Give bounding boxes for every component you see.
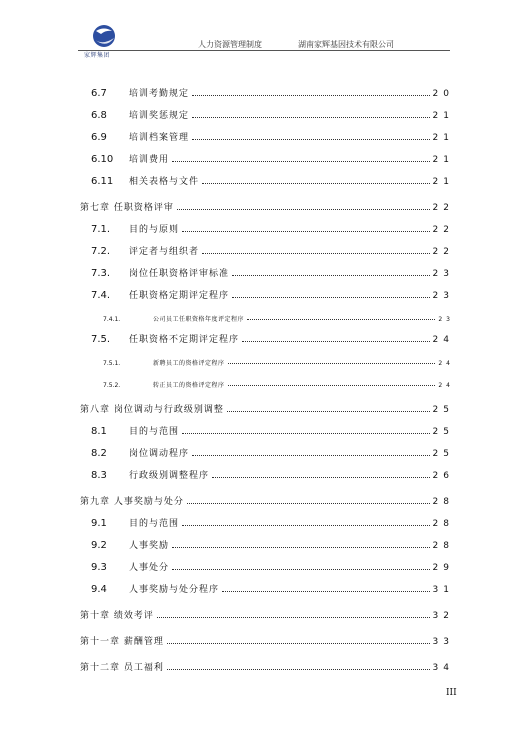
header-divider xyxy=(78,50,450,51)
toc-entry-page: 32 xyxy=(432,611,454,621)
dot-leader xyxy=(232,274,430,276)
toc-entry-number: 9.4 xyxy=(91,584,107,595)
toc-entry[interactable] xyxy=(80,285,454,301)
toc-entry-page: 28 xyxy=(432,519,454,529)
toc-entry-title: 培训考勤规定 xyxy=(129,89,190,99)
toc-entry-title: 第十二章 员工福利 xyxy=(80,663,164,673)
toc-entry-page: 24 xyxy=(438,382,454,389)
toc-entry-page: 29 xyxy=(432,563,454,573)
toc-entry-page: 24 xyxy=(438,360,454,367)
dot-leader xyxy=(157,616,430,618)
toc-entry[interactable] xyxy=(80,241,454,257)
toc-entry-number: 7.2. xyxy=(91,246,111,257)
toc-entry-title: 转正员工的资格评定程序 xyxy=(153,382,225,389)
dot-leader xyxy=(228,362,436,364)
toc-entry[interactable] xyxy=(80,171,454,187)
dot-leader xyxy=(232,296,430,298)
logo-text: 家辉集团 xyxy=(84,52,111,59)
dot-leader xyxy=(247,318,435,320)
toc-entry-title: 评定者与组织者 xyxy=(129,247,200,257)
dot-leader xyxy=(182,230,430,232)
toc-entry-title: 培训档案管理 xyxy=(129,133,190,143)
toc-entry[interactable] xyxy=(80,491,454,507)
toc-entry-page: 24 xyxy=(432,335,454,345)
toc-entry-title: 人事奖励 xyxy=(129,541,170,551)
toc-entry[interactable] xyxy=(80,421,454,437)
toc-entry-number: 9.2 xyxy=(91,540,107,551)
dot-leader xyxy=(172,568,430,570)
toc-entry-page: 25 xyxy=(432,449,454,459)
toc-entry[interactable] xyxy=(80,263,454,279)
toc-entry-page: 28 xyxy=(432,541,454,551)
dot-leader xyxy=(187,502,430,504)
toc-entry[interactable] xyxy=(80,465,454,481)
toc-entry-title: 人事处分 xyxy=(129,563,170,573)
toc-entry-title: 人事奖励与处分程序 xyxy=(129,585,220,595)
toc-entry-number: 6.9 xyxy=(91,132,107,143)
header-doc-title: 人力资源管理制度 xyxy=(198,40,262,49)
toc-entry-title: 第八章 岗位调动与行政级别调整 xyxy=(80,405,224,415)
toc-entry-title: 第十章 绩效考评 xyxy=(80,611,154,621)
toc-entry-number: 6.10 xyxy=(91,154,114,165)
dot-leader xyxy=(192,94,430,96)
toc-entry[interactable] xyxy=(80,149,454,165)
toc-entry-title: 目的与范围 xyxy=(129,427,180,437)
toc-entry-number: 7.4. xyxy=(91,290,111,301)
toc-entry-number: 7.5.1. xyxy=(103,360,121,367)
toc-entry-number: 6.8 xyxy=(91,110,107,121)
toc-entry[interactable] xyxy=(80,399,454,415)
toc-entry[interactable] xyxy=(80,83,454,99)
toc-entry-page: 22 xyxy=(432,203,454,213)
dot-leader xyxy=(172,160,430,162)
toc-entry-title: 岗位调动程序 xyxy=(129,449,190,459)
toc-entry-page: 25 xyxy=(432,427,454,437)
toc-entry[interactable] xyxy=(80,579,454,595)
toc-entry-title: 目的与原则 xyxy=(129,225,180,235)
toc-entry-page: 22 xyxy=(432,247,454,257)
toc-entry-title: 行政级别调整程序 xyxy=(129,471,210,481)
dot-leader xyxy=(228,384,436,386)
toc-entry[interactable] xyxy=(80,535,454,551)
toc-entry-title: 目的与范围 xyxy=(129,519,180,529)
toc-entry[interactable] xyxy=(80,557,454,573)
toc-entry-title: 任职资格定期评定程序 xyxy=(129,291,230,301)
dot-leader xyxy=(212,476,430,478)
header-company-name: 湖南家辉基因技术有限公司 xyxy=(298,40,394,49)
toc-entry[interactable] xyxy=(80,351,454,367)
dot-leader xyxy=(192,454,430,456)
toc-entry-title: 第七章 任职资格评审 xyxy=(80,203,174,213)
toc-entry[interactable] xyxy=(80,631,454,647)
toc-entry-number: 9.3 xyxy=(91,562,107,573)
toc-entry[interactable] xyxy=(80,329,454,345)
dot-leader xyxy=(182,524,430,526)
toc-entry-title: 第十一章 薪酬管理 xyxy=(80,637,164,647)
toc-entry-page: 26 xyxy=(432,471,454,481)
toc-entry-page: 33 xyxy=(432,637,454,647)
dot-leader xyxy=(222,590,430,592)
toc-entry-title: 相关表格与文件 xyxy=(129,177,200,187)
dot-leader xyxy=(167,642,430,644)
dot-leader xyxy=(182,432,430,434)
toc-entry-page: 34 xyxy=(432,663,454,673)
dot-leader xyxy=(192,116,430,118)
toc-entry-page: 21 xyxy=(432,133,454,143)
toc-entry-page: 22 xyxy=(432,225,454,235)
toc-entry-page: 23 xyxy=(432,291,454,301)
toc-entry[interactable] xyxy=(80,443,454,459)
toc-entry-page: 25 xyxy=(432,405,454,415)
toc-entry[interactable] xyxy=(80,373,454,389)
footer-page-number: III xyxy=(446,688,457,698)
dot-leader xyxy=(227,410,430,412)
toc-entry-title: 新聘员工的资格评定程序 xyxy=(153,360,225,367)
toc-entry-page: 23 xyxy=(432,269,454,279)
toc-entry-number: 7.4.1. xyxy=(103,316,121,323)
toc-entry-page: 28 xyxy=(432,497,454,507)
toc-entry-number: 6.11 xyxy=(91,176,114,187)
toc-entry[interactable] xyxy=(80,657,454,673)
dot-leader xyxy=(242,340,430,342)
dot-leader xyxy=(167,668,430,670)
toc-entry-page: 21 xyxy=(432,177,454,187)
toc-entry-number: 8.2 xyxy=(91,448,107,459)
toc-entry[interactable] xyxy=(80,197,454,213)
toc-entry-number: 7.3. xyxy=(91,268,111,279)
toc-entry-page: 23 xyxy=(438,316,454,323)
toc-entry-page: 31 xyxy=(432,585,454,595)
toc-entry[interactable] xyxy=(80,307,454,323)
toc-entry[interactable] xyxy=(80,127,454,143)
toc-entry-title: 第九章 人事奖励与处分 xyxy=(80,497,184,507)
toc-entry[interactable] xyxy=(80,605,454,621)
toc-entry-number: 7.1. xyxy=(91,224,111,235)
toc-entry[interactable] xyxy=(80,105,454,121)
toc-entry-page: 21 xyxy=(432,111,454,121)
toc-entry-title: 岗位任职资格评审标准 xyxy=(129,269,230,279)
toc-entry-title: 培训费用 xyxy=(129,155,170,165)
dot-leader xyxy=(172,546,430,548)
toc-entry-title: 公司员工任职资格年度评定程序 xyxy=(153,316,245,323)
dot-leader xyxy=(202,252,430,254)
toc-entry-title: 任职资格不定期评定程序 xyxy=(129,335,240,345)
toc-entry-number: 9.1 xyxy=(91,518,107,529)
toc-entry-number: 8.3 xyxy=(91,470,107,481)
dot-leader xyxy=(192,138,430,140)
toc-entry-page: 21 xyxy=(432,155,454,165)
toc-entry[interactable] xyxy=(80,219,454,235)
dot-leader xyxy=(177,208,430,210)
toc-entry[interactable] xyxy=(80,513,454,529)
toc-entry-number: 7.5. xyxy=(91,334,111,345)
dot-leader xyxy=(202,182,430,184)
toc-entry-number: 6.7 xyxy=(91,88,107,99)
toc-entry-number: 8.1 xyxy=(91,426,107,437)
toc-entry-number: 7.5.2. xyxy=(103,382,121,389)
toc-entry-title: 培训奖惩规定 xyxy=(129,111,190,121)
toc-entry-page: 20 xyxy=(432,89,454,99)
